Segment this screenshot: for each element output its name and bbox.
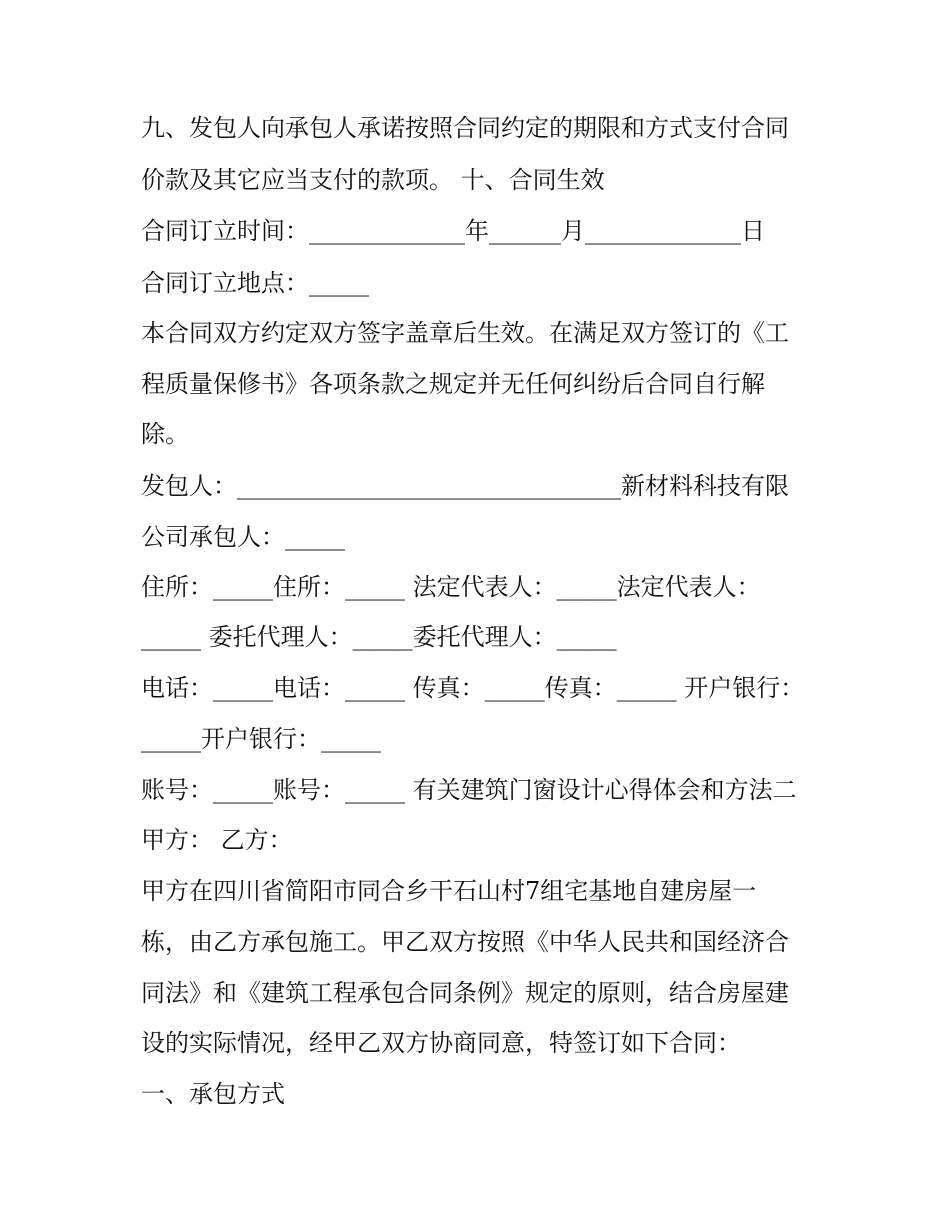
- agent-line: _____ 委托代理人：_____委托代理人：_____: [141, 623, 617, 651]
- effect-paragraph-line-3: 除。: [141, 420, 189, 448]
- contractor-line: 公司承包人：_____: [141, 523, 345, 551]
- effect-paragraph-line-2: 程质量保修书》各项条款之规定并无任何纠纷后合同自行解: [141, 370, 765, 398]
- parties-line: 甲方： 乙方：: [141, 826, 293, 854]
- address-representative-line: 住所：_____住所：_____ 法定代表人：_____法定代表人：: [141, 573, 761, 601]
- intro-paragraph-line-1: 甲方在四川省简阳市同合乡干石山村7组宅基地自建房屋一: [141, 877, 757, 905]
- signing-place-line: 合同订立地点：_____: [141, 269, 369, 297]
- clause-nine-line-1: 九、发包人向承包人承诺按照合同约定的期限和方式支付合同: [141, 114, 789, 142]
- account-line: 账号：_____账号：_____ 有关建筑门窗设计心得体会和方法二: [141, 776, 797, 804]
- clause-nine-line-2: 价款及其它应当支付的款项。 十、合同生效: [141, 166, 605, 194]
- effect-paragraph-line-1: 本合同双方约定双方签字盖章后生效。在满足双方签订的《工: [141, 319, 789, 347]
- bank-line: _____开户银行：_____: [141, 725, 381, 753]
- intro-paragraph-line-3: 同法》和《建筑工程承包合同条例》规定的原则，结合房屋建: [141, 979, 789, 1007]
- employer-line: 发包人：________________________________新材料科技有限: [141, 472, 789, 500]
- intro-paragraph-line-2: 栋，由乙方承包施工。甲乙双方按照《中华人民共和国经济合: [141, 928, 789, 956]
- phone-fax-bank-line: 电话：_____电话：_____ 传真：_____传真：_____ 开户银行：: [141, 674, 805, 702]
- signing-date-line: 合同订立时间：_____________年______月_____________日: [141, 217, 765, 245]
- section-heading-contract-method: 一、承包方式: [141, 1080, 285, 1108]
- intro-paragraph-line-4: 设的实际情况，经甲乙双方协商同意，特签订如下合同：: [141, 1029, 741, 1057]
